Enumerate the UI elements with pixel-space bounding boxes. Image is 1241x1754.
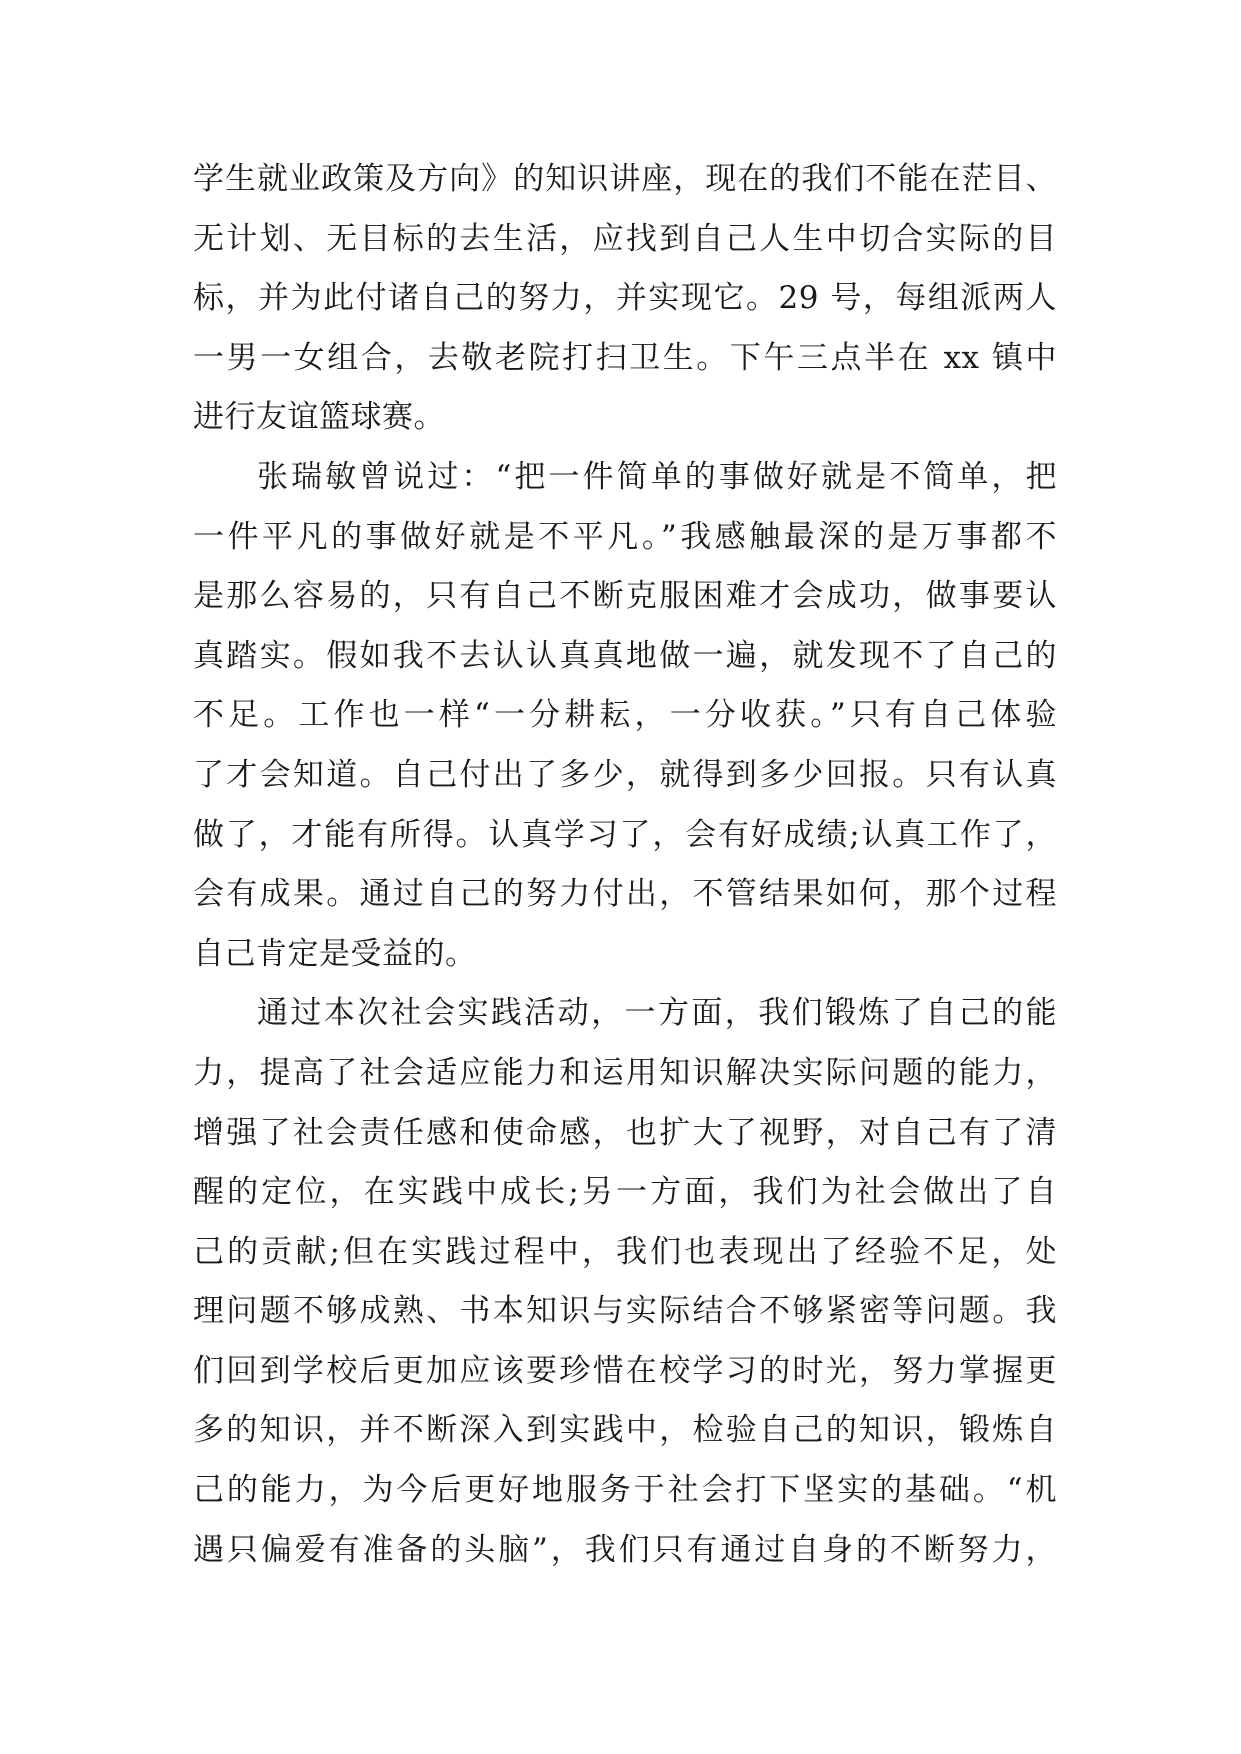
paragraph-3-line-1: 通过本次社会实践活动，一方面，我们锻炼了自己的能 <box>257 995 1057 1032</box>
paragraph-1-line-5: 进行友谊篮球赛。 <box>193 399 445 436</box>
paragraph-3-line-3: 增强了社会责任感和使命感，也扩大了视野，对自己有了清 <box>193 1114 1057 1151</box>
paragraph-2-line-5: 不足。工作也一样“一分耕耘，一分收获。”只有自己体验 <box>193 697 1057 734</box>
paragraph-2-line-6: 了才会知道。自己付出了多少，就得到多少回报。只有认真 <box>193 756 1057 793</box>
paragraph-2-line-1: 张瑞敏曾说过：“把一件简单的事做好就是不简单，把 <box>257 458 1057 495</box>
paragraph-3-line-7: 们回到学校后更加应该要珍惜在校学习的时光，努力掌握更 <box>193 1352 1057 1389</box>
paragraph-2-line-3: 是那么容易的，只有自己不断克服困难才会成功，做事要认 <box>193 578 1057 615</box>
paragraph-2-line-4: 真踏实。假如我不去认认真真地做一遍，就发现不了自己的 <box>193 637 1057 674</box>
paragraph-3-line-9: 己的能力，为今后更好地服务于社会打下坚实的基础。“机 <box>193 1472 1057 1509</box>
paragraph-3-line-5: 己的贡献;但在实践过程中，我们也表现出了经验不足，处 <box>193 1233 1057 1270</box>
paragraph-3-line-10: 遇只偏爱有准备的头脑”，我们只有通过自身的不断努力， <box>193 1531 1057 1568</box>
paragraph-2-line-8: 会有成果。通过自己的努力付出，不管结果如何，那个过程 <box>193 876 1057 913</box>
body-text <box>193 150 1057 1580</box>
paragraph-3-line-2: 力，提高了社会适应能力和运用知识解决实际问题的能力， <box>193 1054 1057 1091</box>
paragraph-3-line-4: 醒的定位，在实践中成长;另一方面，我们为社会做出了自 <box>193 1174 1057 1211</box>
paragraph-1-line-1: 学生就业政策及方向》的知识讲座，现在的我们不能在茫目、 <box>193 161 1057 197</box>
paragraph-2-line-2: 一件平凡的事做好就是不平凡。”我感触最深的是万事都不 <box>193 518 1057 555</box>
paragraph-1-line-3: 标，并为此付诸自己的努力，并实现它。29 号，每组派两人 <box>193 280 1057 317</box>
paragraph-3-line-8: 多的知识，并不断深入到实践中，检验自己的知识，锻炼自 <box>193 1412 1057 1449</box>
paragraph-3-line-6: 理问题不够成熟、书本知识与实际结合不够紧密等问题。我 <box>193 1293 1057 1330</box>
paragraph-1-line-2: 无计划、无目标的去生活，应找到自己人生中切合实际的目 <box>193 220 1057 257</box>
paragraph-2-line-7: 做了，才能有所得。认真学习了，会有好成绩;认真工作了， <box>193 816 1057 853</box>
paragraph-1-line-4: 一男一女组合，去敬老院打扫卫生。下午三点半在 xx 镇中 <box>193 339 1057 376</box>
paragraph-2-line-9: 自己肯定是受益的。 <box>193 935 477 972</box>
